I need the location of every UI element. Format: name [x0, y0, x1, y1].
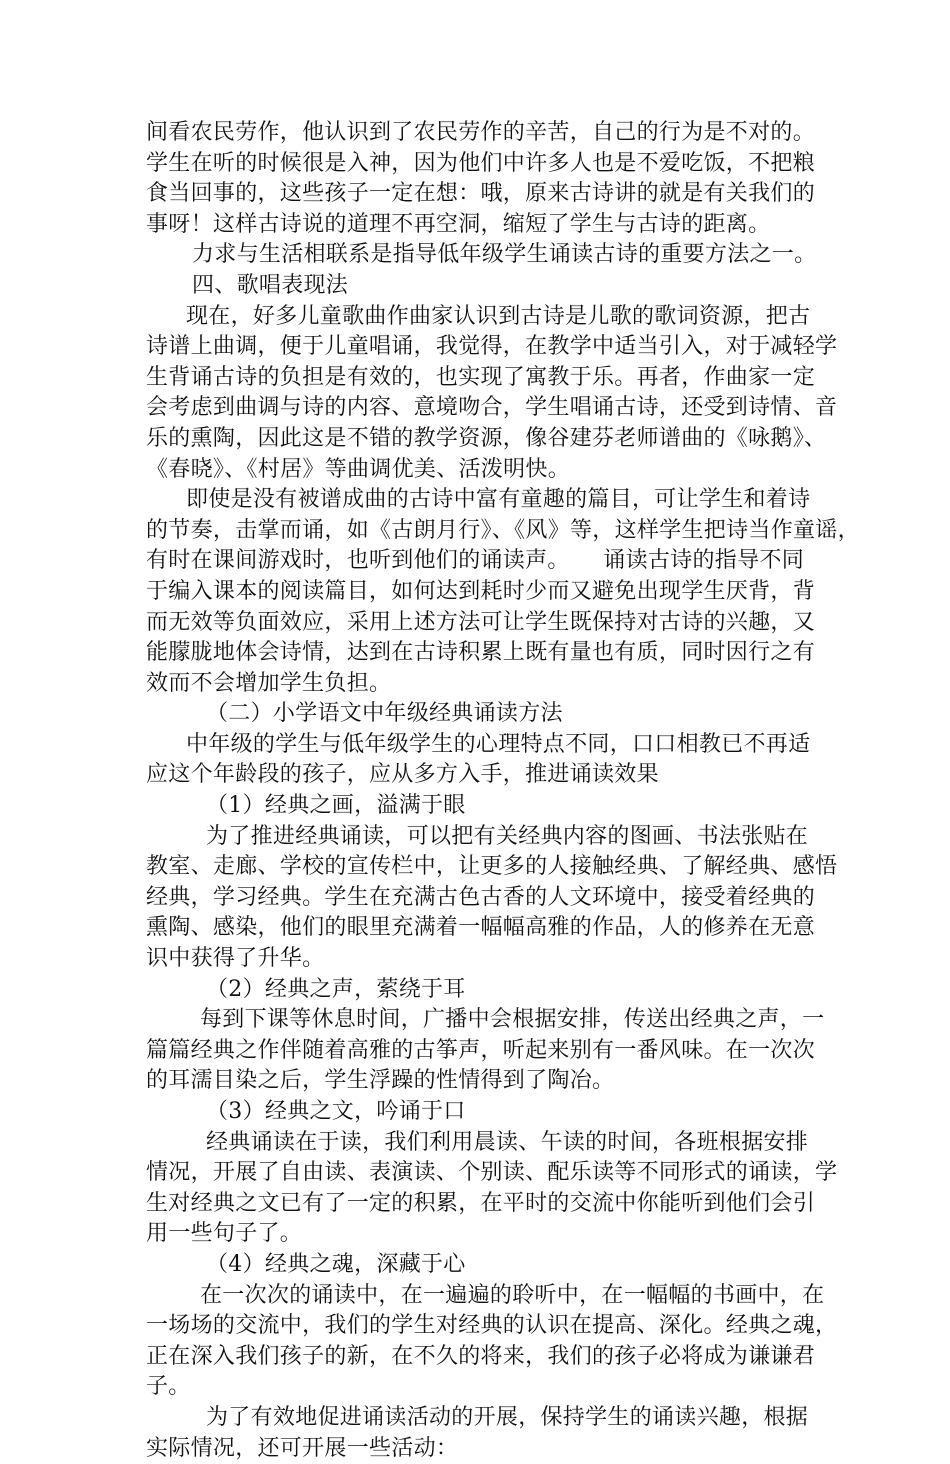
text-line: 中年级的学生与低年级学生的心理特点不同，口口相教已不再适 [186, 731, 811, 757]
text-line: 会考虑到曲调与诗的内容、意境吻合，学生唱诵古诗，还受到诗情、音 [146, 395, 838, 421]
text-line: 间看农民劳作，他认识到了农民劳作的辛苦，自己的行为是不对的。 [146, 120, 816, 145]
text-line: 《春晓》、《村居》等曲调优美、活泼明快。 [146, 456, 571, 482]
text-line: 熏陶、感染，他们的眼里充满着一幅幅高雅的作品，人的修养在无意 [146, 915, 816, 941]
subsection-heading: （4）经典之魂，深藏于心 [206, 1251, 466, 1277]
section-heading: （二）小学语文中年级经典诵读方法 [206, 701, 563, 727]
text-line: 力求与生活相联系是指导低年级学生诵读古诗的重要方法之一。 [192, 242, 817, 268]
text-line: 每到下课等休息时间，广播中会根据安排，传送出经典之声，一 [200, 1007, 825, 1033]
text-line: 现在，好多儿童歌曲作曲家认识到古诗是儿歌的歌词资源，把古 [186, 303, 811, 329]
text-line: 乐的熏陶，因此这是不错的教学资源，像谷建芬老师谱曲的《咏鹅》、 [146, 425, 827, 451]
text-line: 而无效等负面效应，采用上述方法可让学生既保持对古诗的兴趣，又 [146, 609, 816, 635]
text-line: 情况，开展了自由读、表演读、个别读、配乐读等不同形式的诵读，学 [146, 1160, 838, 1186]
text-line: 食当回事的，这些孩子一定在想：哦，原来古诗讲的就是有关我们的 [146, 181, 816, 207]
text-line: 能朦胧地体会诗情，达到在古诗积累上既有量也有质，同时因行之有 [146, 640, 816, 666]
text-line: 用一些句子了。 [146, 1221, 303, 1247]
subsection-heading: （2）经典之声，萦绕于耳 [206, 976, 466, 1002]
text-line: 效而不会增加学生负担。 [146, 670, 392, 696]
body-text [146, 118, 860, 1464]
subsection-heading: （1）经典之画，溢满于眼 [206, 793, 466, 819]
text-line: 有时在课间游戏时，也听到他们的诵读声。 诵读古诗的指导不同 [146, 548, 805, 574]
text-line: 子。 [146, 1374, 191, 1400]
text-line: 在一次次的诵读中，在一遍遍的聆听中，在一幅幅的书画中，在 [200, 1282, 825, 1308]
text-line: 应这个年龄段的孩子，应从多方入手，推进诵读效果 [146, 762, 659, 788]
text-line: 的节奏，击掌而诵，如《古朗月行》、《风》等，这样学生把诗当作童谣， [146, 517, 860, 543]
subsection-heading: （3）经典之文，吟诵于口 [206, 1099, 466, 1124]
text-line: 生背诵古诗的负担是有效的，也实现了寓教于乐。再者，作曲家一定 [146, 364, 816, 390]
text-line: 即使是没有被谱成曲的古诗中富有童趣的篇目，可让学生和着诗 [186, 487, 811, 513]
text-line: 篇篇经典之作伴随着高雅的古筝声，听起来别有一番风味。在一次次 [146, 1037, 816, 1063]
text-line: 诗谱上曲调，便于儿童唱诵，我觉得，在教学中适当引入，对于减轻学 [146, 334, 838, 360]
text-line: 一场场的交流中，我们的学生对经典的认识在提高、深化。经典之魂， [146, 1313, 838, 1339]
text-line: 学生在听的时候很是入神，因为他们中许多人也是不爱吃饭，不把粮 [146, 150, 816, 176]
text-line: 识中获得了升华。 [146, 946, 325, 972]
text-line: 于编入课本的阅读篇目，如何达到耗时少而又避免出现学生厌背，背 [146, 578, 816, 604]
text-line: 经典，学习经典。学生在充满古色古香的人文环境中，接受着经典的 [146, 884, 816, 910]
text-line: 的耳濡目染之后，学生浮躁的性情得到了陶冶。 [146, 1068, 615, 1094]
text-line: 生对经典之文已有了一定的积累，在平时的交流中你能听到他们会引 [146, 1190, 816, 1216]
text-line: 正在深入我们孩子的新，在不久的将来，我们的孩子必将成为谦谦君 [146, 1343, 816, 1369]
text-line: 教室、走廊、学校的宣传栏中，让更多的人接触经典、了解经典、感悟 [146, 854, 838, 880]
text-line: 实际情况，还可开展一些活动： [146, 1435, 459, 1461]
text-line: 经典诵读在于读，我们利用晨读、午读的时间，各班根据安排 [206, 1129, 809, 1155]
text-line: 为了推进经典诵读，可以把有关经典内容的图画、书法张贴在 [206, 823, 809, 849]
text-line: 为了有效地促进诵读活动的开展，保持学生的诵读兴趣，根据 [206, 1404, 809, 1430]
text-line: 事呀！这样古诗说的道理不再空洞，缩短了学生与古诗的距离。 [146, 211, 771, 237]
section-heading: 四、歌唱表现法 [192, 272, 349, 298]
